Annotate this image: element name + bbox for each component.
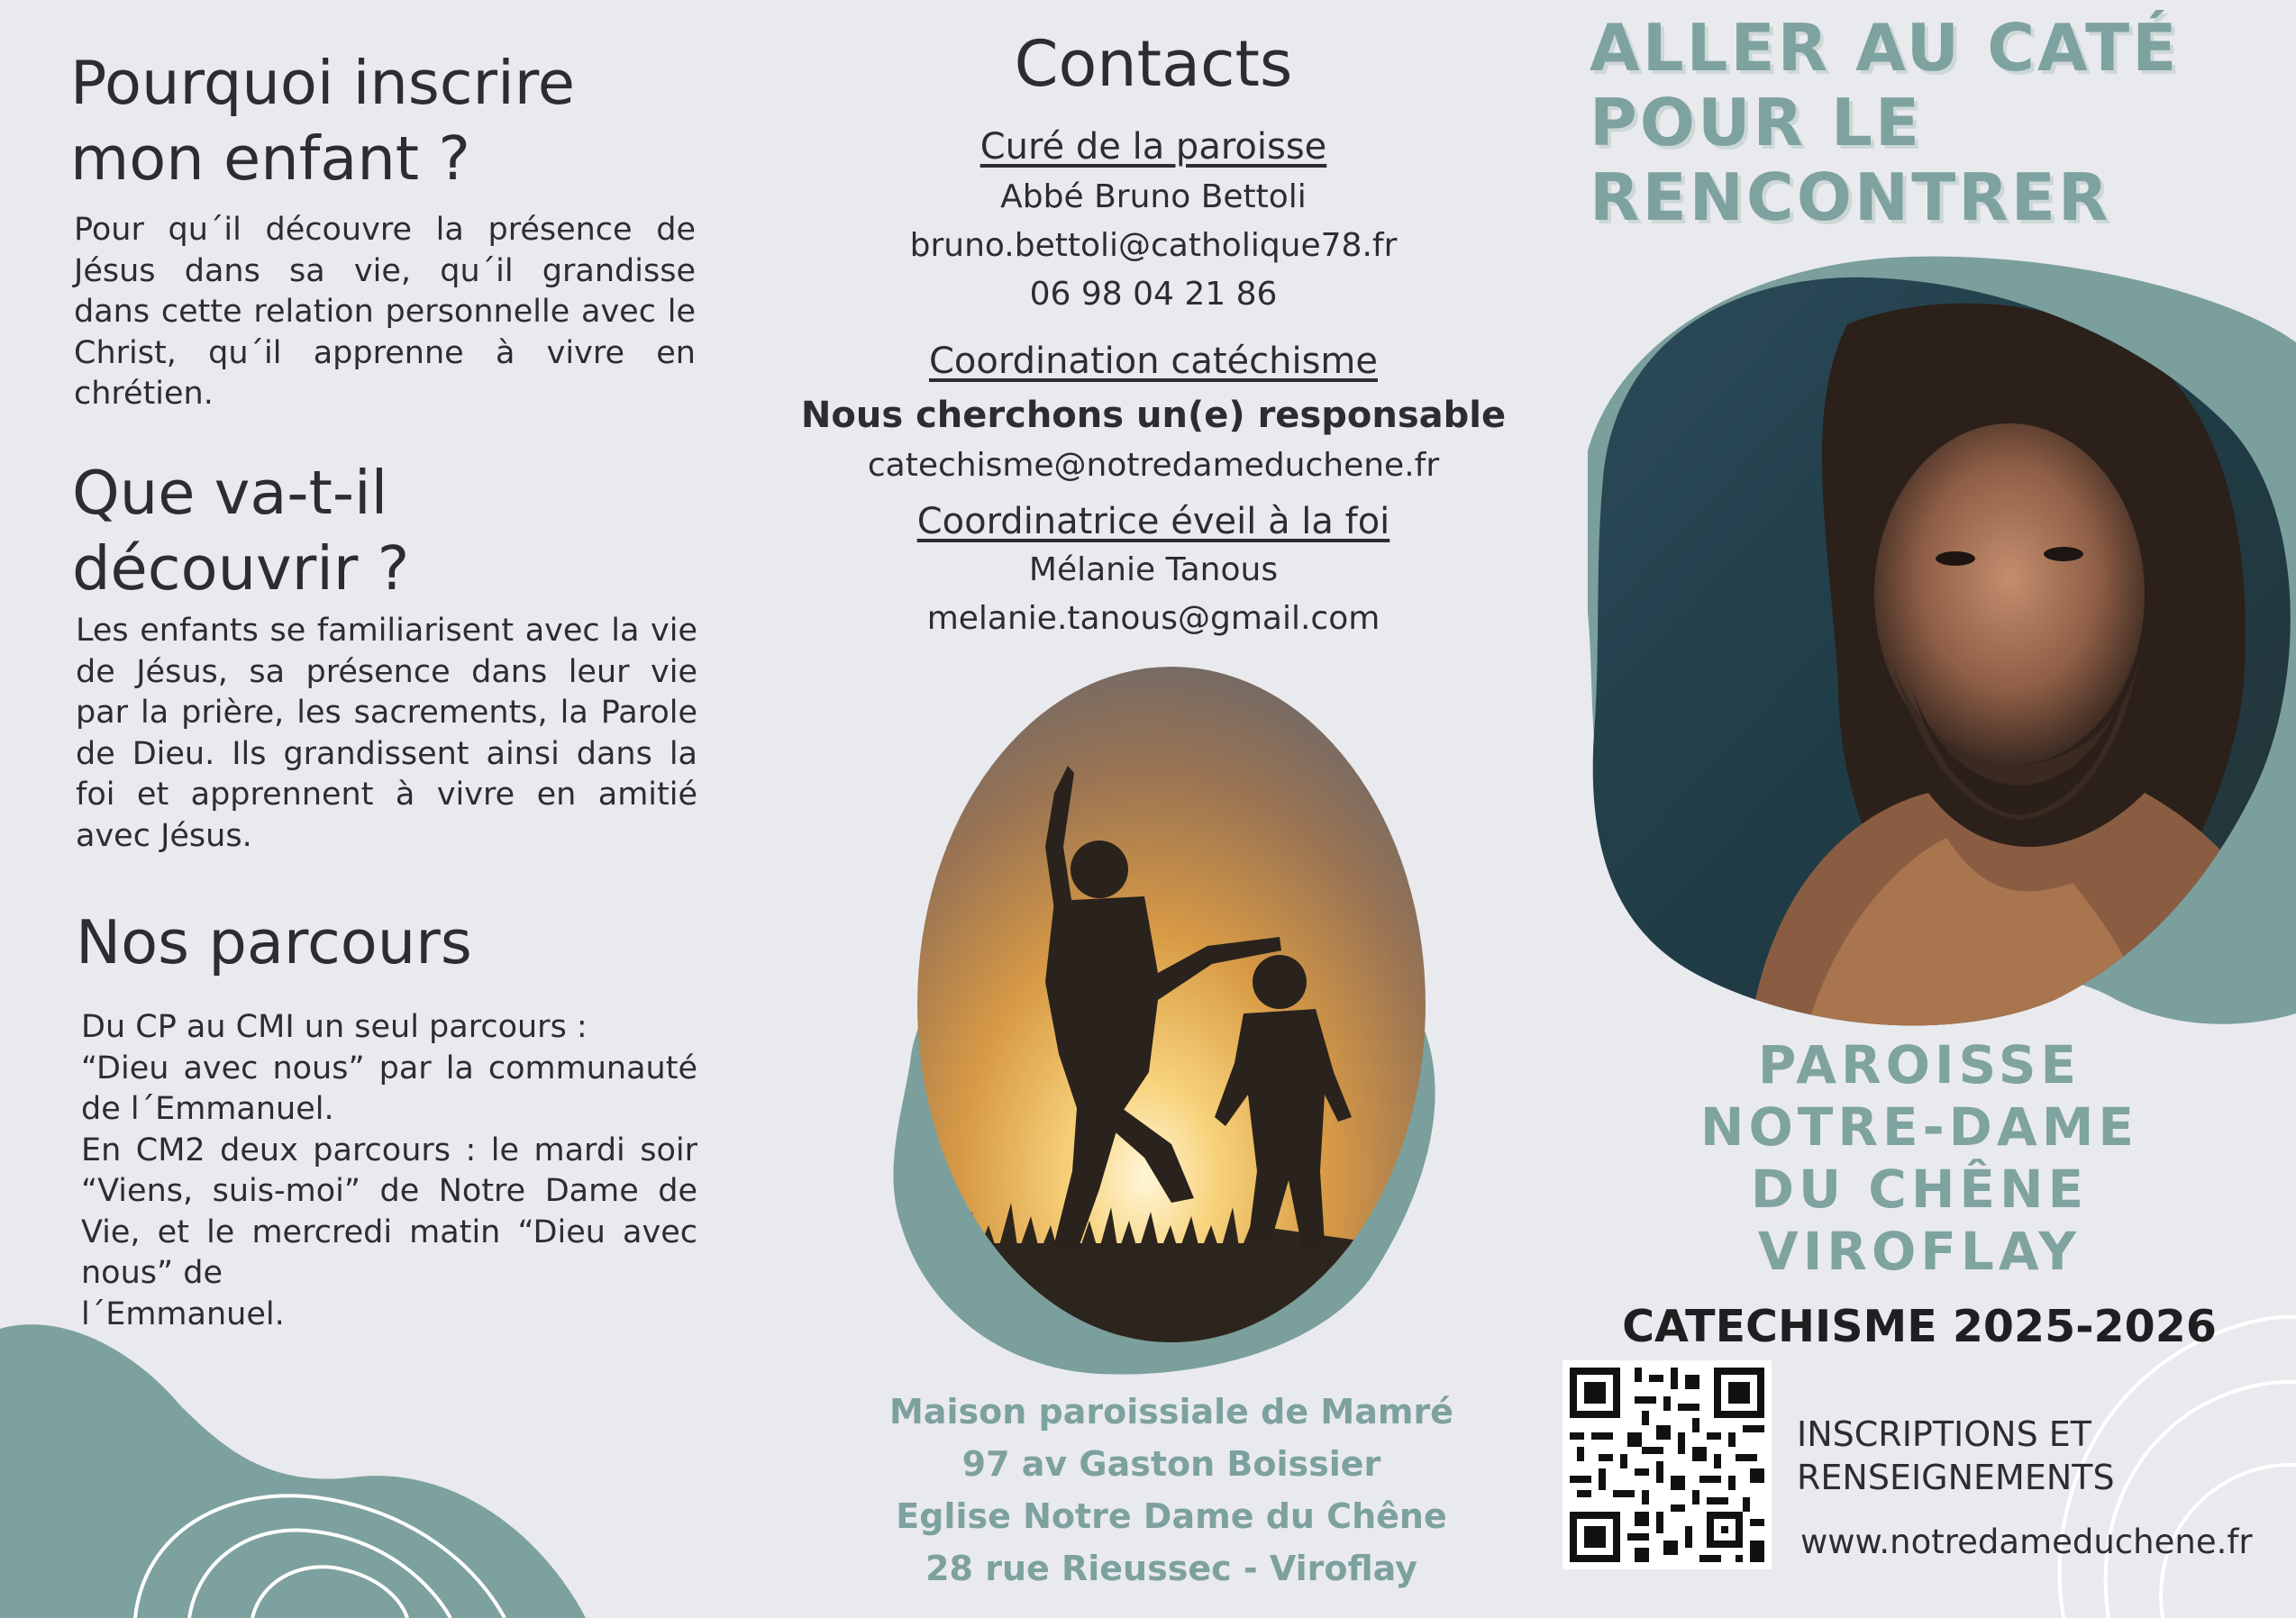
why-line: Jésus dans sa vie, qu´il grandisse	[74, 252, 696, 289]
why-heading-line1: Pourquoi inscrire	[70, 48, 576, 118]
discover-line: foi et apprennent à vivre en amitié	[76, 777, 697, 813]
paths-paragraph	[81, 1007, 697, 1335]
parish-name	[1595, 1034, 2244, 1283]
eveil-heading: Coordinatrice éveil à la foi	[916, 501, 1390, 542]
paths-line: Du CP au CMI un seul parcours :	[81, 1009, 588, 1045]
contacts-title: Contacts	[1014, 27, 1293, 101]
qr-code-icon	[1563, 1360, 1772, 1569]
priest-email[interactable]: bruno.bettoli@catholique78.fr	[909, 227, 1398, 264]
eveil-email[interactable]: melanie.tanous@gmail.com	[926, 600, 1380, 637]
paths-line: “Dieu avec nous” par la communauté	[81, 1050, 697, 1086]
discover-heading-line2: découvrir ?	[72, 533, 410, 604]
parish-line: NOTRE-DAME	[1699, 1096, 2139, 1158]
discover-line: par la prière, les sacrements, la Parole	[76, 695, 697, 731]
paths-line: Vie, et le mercredi matin “Dieu avec	[81, 1214, 697, 1250]
paths-line: “Viens, suis-moi” de Notre Dame de	[81, 1173, 697, 1209]
eveil-name: Mélanie Tanous	[1028, 551, 1279, 588]
priest-heading: Curé de la paroisse	[979, 126, 1327, 168]
coordination-search: Nous cherchons un(e) responsable	[800, 395, 1507, 436]
discover-line: de Dieu. Ils grandissent ainsi dans la	[76, 735, 697, 772]
address-line: Eglise Notre Dame du Chêne	[896, 1496, 1447, 1536]
discover-heading-line1: Que va-t-il	[72, 458, 388, 528]
parish-line: VIROFLAY	[1757, 1221, 2082, 1282]
inscriptions-line2: RENSEIGNEMENTS	[1797, 1458, 2115, 1497]
why-line: Christ, qu´il apprenne à vivre en	[74, 334, 696, 371]
paths-heading: Nos parcours	[76, 907, 472, 977]
paths-line: de l´Emmanuel.	[81, 1091, 334, 1127]
catechism-title: CATECHISME 2025-2026	[1622, 1301, 2217, 1352]
discover-paragraph	[76, 611, 697, 857]
discover-line: Les enfants se familiarisent avec la vie	[76, 613, 697, 649]
website-link[interactable]: www.notredameduchene.fr	[1800, 1523, 2253, 1561]
inscriptions-label	[1797, 1413, 2115, 1499]
why-heading-line2: mon enfant ?	[70, 123, 470, 194]
discover-line: avec Jésus.	[76, 817, 252, 854]
address-line: 97 av Gaston Boissier	[961, 1444, 1381, 1484]
cover-headline	[1590, 11, 2179, 235]
priest-name: Abbé Bruno Bettoli	[1000, 178, 1307, 215]
address-block	[811, 1386, 1532, 1595]
headline-line: ALLER AU CATÉ	[1590, 10, 2180, 86]
priest-phone[interactable]: 06 98 04 21 86	[1029, 276, 1278, 313]
coordination-heading: Coordination catéchisme	[929, 341, 1378, 382]
why-line: Pour qu´il découvre la présence de	[74, 212, 696, 248]
paths-line: En CM2 deux parcours : le mardi soir	[81, 1132, 697, 1168]
headline-line: RENCONTRER	[1590, 159, 2111, 235]
why-paragraph	[74, 210, 696, 415]
coordination-email[interactable]: catechisme@notredameduchene.fr	[867, 447, 1440, 484]
why-line: chrétien.	[74, 376, 214, 412]
parish-line: DU CHÊNE	[1750, 1159, 2089, 1220]
headline-line: POUR LE	[1590, 85, 1923, 160]
address-line: 28 rue Rieussec - Viroflay	[925, 1549, 1417, 1588]
why-line: dans cette relation personnelle avec le	[74, 294, 696, 330]
why-heading	[70, 45, 575, 196]
paths-line: nous” de	[81, 1255, 223, 1291]
inscriptions-line1: INSCRIPTIONS ET	[1797, 1414, 2091, 1454]
paths-line: l´Emmanuel.	[81, 1295, 285, 1332]
qr-code[interactable]	[1563, 1360, 1772, 1569]
parish-line: PAROISSE	[1757, 1034, 2082, 1095]
discover-heading	[72, 455, 409, 606]
discover-line: de Jésus, sa présence dans leur vie	[76, 653, 697, 690]
address-line: Maison paroissiale de Mamré	[889, 1392, 1453, 1432]
